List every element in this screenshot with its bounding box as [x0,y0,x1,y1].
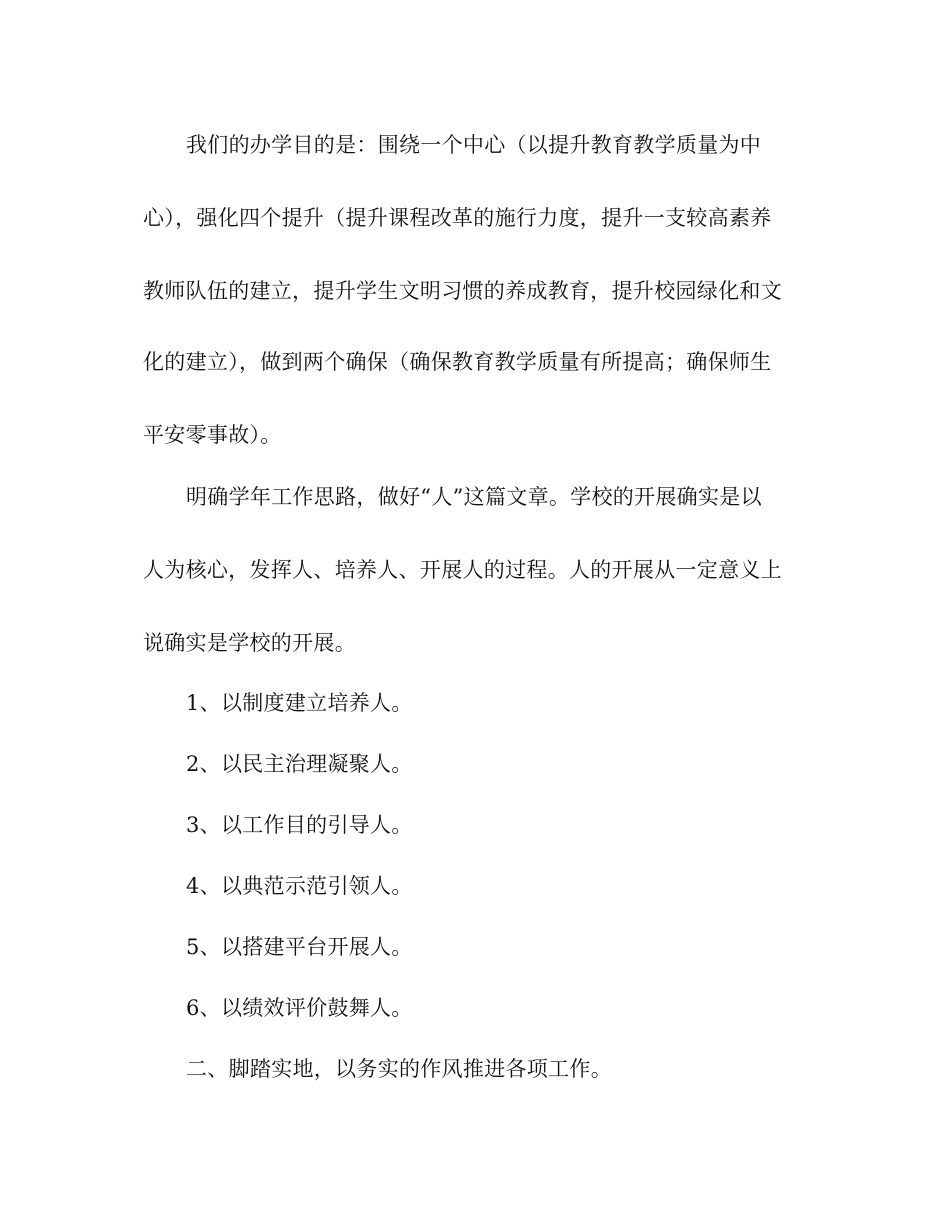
list-item: 1、以制度建立培养人。 [186,691,413,715]
paragraph-line: 说确实是学校的开展。 [143,631,356,655]
list-item: 6、以绩效评价鼓舞人。 [186,996,413,1020]
section-heading: 二、脚踏实地，以务实的作风推进各项工作。 [186,1057,612,1081]
paragraph-line: 明确学年工作思路，做好“人”这篇文章。学校的开展确实是以 [186,485,762,509]
paragraph-line: 我们的办学目的是：围绕一个中心（以提升教育教学质量为中 [186,133,762,157]
paragraph-line: 心），强化四个提升（提升课程改革的施行力度，提升一支较高素养 [143,206,772,230]
list-item: 5、以搭建平台开展人。 [186,935,413,959]
paragraph-line: 人为核心，发挥人、培养人、开展人的过程。人的开展从一定意义上 [143,558,782,582]
list-item: 2、以民主治理凝聚人。 [186,752,413,776]
list-item: 4、以典范示范引领人。 [186,874,413,898]
paragraph-line: 平安零事故）。 [143,423,282,447]
list-item: 3、以工作目的引导人。 [186,813,413,837]
paragraph-line: 教师队伍的建立，提升学生文明习惯的养成教育，提升校园绿化和文 [143,279,782,303]
paragraph-line: 化的建立），做到两个确保（确保教育教学质量有所提高；确保师生 [143,350,772,374]
